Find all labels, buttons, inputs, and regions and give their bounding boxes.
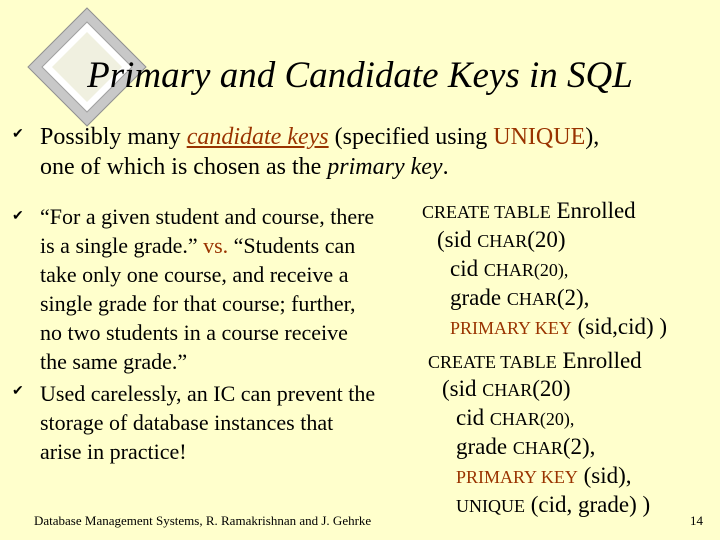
- primary-key-keyword: PRIMARY KEY: [456, 467, 578, 487]
- sql2-sid-line: [442, 374, 571, 405]
- grade-size: (2),: [562, 434, 596, 459]
- v-bullet-icon: ✔: [12, 384, 24, 399]
- bullet3-line: Used carelessly, an IC can prevent the: [40, 381, 376, 406]
- sql2-pk-line: [456, 461, 632, 492]
- sql2-grade-line: [456, 432, 595, 463]
- sql1-create-line: [422, 196, 636, 227]
- bullet3-line: storage of database instances that: [40, 410, 334, 435]
- bullet1-text-b: (specified using: [328, 124, 494, 150]
- slide-footer: Database Management Systems, R. Ramakrishnan and J. Gehrke: [34, 513, 372, 528]
- pk-columns: (sid,cid) ): [571, 314, 668, 339]
- bullet1-text-e: .: [442, 154, 449, 180]
- bullet1-text-a: Possibly many: [40, 124, 187, 150]
- v-bullet-icon: ✔: [12, 127, 24, 142]
- grade-size: (2),: [556, 285, 590, 310]
- slide-title: Primary and Candidate Keys in SQL: [87, 55, 633, 96]
- unique-keyword: UNIQUE: [456, 496, 525, 516]
- unique-columns: (cid, grade) ): [525, 492, 651, 517]
- cid-type: CHAR(20),: [483, 260, 569, 280]
- sql2-create-line: [428, 346, 642, 377]
- table-name: Enrolled: [556, 348, 642, 373]
- sid-type: (20): [532, 376, 571, 401]
- bullet2-line: [40, 231, 355, 261]
- sid-column: (sid: [442, 376, 483, 401]
- v-bullet-icon: ✔: [12, 209, 24, 224]
- bullet2-line: the same grade.”: [40, 349, 188, 374]
- sql1-grade-line: [450, 283, 589, 314]
- sql1-pk-line: [450, 312, 667, 343]
- grade-column: grade: [450, 285, 507, 310]
- bullet1-line2: [40, 152, 449, 182]
- char-keyword: CHAR: [477, 231, 528, 251]
- cid-column: cid: [456, 405, 490, 430]
- page-number: 14: [690, 513, 703, 528]
- sql2-cid-line: [456, 403, 574, 434]
- bullet2-line: take only one course, and receive a: [40, 262, 349, 287]
- bullet2-text-b: “Students can: [228, 233, 356, 258]
- create-table-keyword: CREATE TABLE: [422, 202, 551, 222]
- cid-column: cid: [450, 256, 484, 281]
- sql1-sid-line: [437, 225, 566, 256]
- cid-type: CHAR(20),: [489, 409, 575, 429]
- table-name: Enrolled: [550, 198, 636, 223]
- sql1-cid-line: [450, 254, 568, 285]
- bullet2-text-a: is a single grade.”: [40, 233, 204, 258]
- bullet1-line1: [40, 122, 599, 152]
- bullet2-line: no two students in a course receive: [40, 320, 348, 345]
- unique-keyword: UNIQUE: [493, 124, 586, 150]
- char-keyword: CHAR: [512, 438, 563, 458]
- bullet3-line: arise in practice!: [40, 439, 187, 464]
- vs-keyword: vs.: [203, 233, 229, 258]
- sql2-unique-line: [456, 490, 650, 521]
- bullet2-line: single grade for that course; further,: [40, 291, 356, 316]
- char-keyword: CHAR: [482, 380, 533, 400]
- pk-columns: (sid),: [577, 463, 632, 488]
- sid-column: (sid: [437, 227, 478, 252]
- bullet1-text-c: ),: [585, 124, 600, 150]
- create-table-keyword: CREATE TABLE: [428, 352, 557, 372]
- candidate-keys-term: candidate keys: [186, 124, 329, 150]
- primary-key-term: primary key: [327, 154, 443, 180]
- bullet2-line: “For a given student and course, there: [40, 204, 375, 229]
- char-keyword: CHAR: [506, 289, 557, 309]
- primary-key-keyword: PRIMARY KEY: [450, 318, 572, 338]
- sid-type: (20): [527, 227, 566, 252]
- bullet1-text-d: one of which is chosen as the: [40, 154, 328, 180]
- grade-column: grade: [456, 434, 513, 459]
